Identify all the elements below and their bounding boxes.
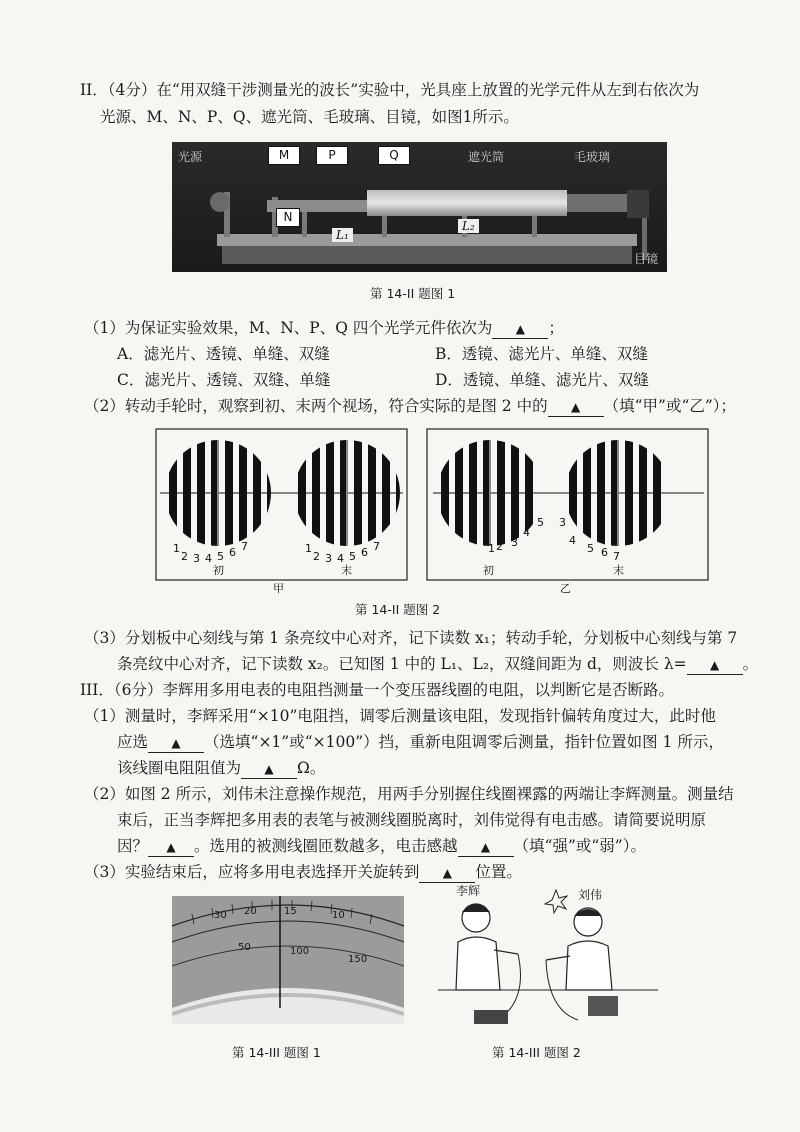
q3-2-line3 xyxy=(117,836,646,857)
fringe-number: 5 xyxy=(349,550,356,563)
q2-2-stem xyxy=(84,396,736,417)
fringe-number: 4 xyxy=(205,552,212,565)
students-drawing xyxy=(438,880,658,1030)
label-light-tube: 遮光筒 xyxy=(468,150,505,164)
q2-3-line2-text: 条亮纹中心对齐，记下读数 x₂。已知图 1 中的 L₁、L₂，双缝间距为 d，则波长 λ= xyxy=(117,655,687,673)
q3-1-line3 xyxy=(117,758,325,779)
answer-mark: ▲ xyxy=(264,762,274,776)
fig-caption-14-III-2: 第 14-III 题图 2 xyxy=(492,1045,581,1060)
fringe-number: 1 xyxy=(488,542,495,555)
part2-intro-line1: II．（4分）在“用双缝干涉测量光的波长”实验中，光具座上放置的光学元件从左到右依次为 xyxy=(80,81,700,99)
option-B: B．透镜、滤光片、单缝、双缝 xyxy=(435,345,648,363)
fringe-figure xyxy=(155,428,710,593)
students-illustration xyxy=(438,880,658,1030)
fringe-number: 5 xyxy=(217,550,224,563)
q2-1-stem-text: （1）为保证实验效果，M、N、P、Q 四个光学元件依次为 xyxy=(84,319,493,337)
tag-Q: Q xyxy=(378,146,410,165)
label-ground-glass: 毛玻璃 xyxy=(574,150,611,164)
q2-3-line2-end: 。 xyxy=(742,655,759,673)
fig-caption-14-III-1: 第 14-III 题图 1 xyxy=(232,1045,321,1060)
sub-label-initial: 初 xyxy=(213,564,224,577)
option-A: A．滤光片、透镜、单缝、双缝 xyxy=(117,345,330,363)
q2-1-stem-end: ； xyxy=(548,319,564,337)
q3-1-line2-end: （选填“×1”或“×100”）挡，重新电阻调零后测量，指针位置如图 1 所示， xyxy=(204,733,724,751)
fringe-number: 3 xyxy=(511,536,518,549)
fringe-number: 2 xyxy=(313,550,320,563)
fringe-number: 6 xyxy=(601,546,608,559)
meter-scale-photo xyxy=(172,896,404,1024)
option-D: D．透镜、单缝、滤光片、双缝 xyxy=(435,371,649,389)
tag-M: M xyxy=(268,146,300,165)
q3-1-line3-end: Ω。 xyxy=(297,759,326,777)
q3-3-text: （3）实验结束后，应将多用电表选择开关旋转到 xyxy=(84,863,420,881)
fringe-number: 3 xyxy=(193,552,200,565)
label-L2: L₂ xyxy=(458,219,479,233)
answer-mark: ▲ xyxy=(480,840,491,854)
fringe-number: 6 xyxy=(229,546,236,559)
part2-intro-line2: 光源、M、N、P、Q、遮光筒、毛玻璃、目镜，如图1所示。 xyxy=(100,108,519,126)
tag-N: N xyxy=(276,208,300,227)
scale-label: 50 xyxy=(238,942,251,953)
q2-3-line1: （3）分划板中心刻线与第 1 条亮纹中心对齐，记下读数 x₁；转动手轮，分划板中心刻线与第 7 xyxy=(84,629,738,647)
q3-2-line3-text: 因？ xyxy=(117,837,149,855)
answer-blank xyxy=(148,838,194,857)
q3-1-line2 xyxy=(117,732,724,753)
option-C: C．滤光片、透镜、双缝、单缝 xyxy=(117,371,331,389)
answer-blank xyxy=(458,838,514,857)
answer-blank xyxy=(687,656,743,675)
panel-label-jia: 甲 xyxy=(273,582,284,593)
fig-caption-14-II-1: 第 14-II 题图 1 xyxy=(370,286,456,301)
fringe-number: 6 xyxy=(361,546,368,559)
fringe-number: 3 xyxy=(325,552,332,565)
answer-blank xyxy=(241,760,297,779)
fringe-number: 1 xyxy=(305,542,312,555)
optical-bench-photo xyxy=(172,142,667,272)
label-L1: L₁ xyxy=(332,228,353,242)
fringe-number: 5 xyxy=(587,542,594,555)
answer-blank xyxy=(548,398,604,417)
q2-1-stem xyxy=(84,318,564,339)
fringe-number: 4 xyxy=(569,534,576,547)
scale-label: 100 xyxy=(290,946,310,957)
fringe-number: 1 xyxy=(173,542,180,555)
fringe-number: 2 xyxy=(496,540,503,553)
q3-3-end: 位置。 xyxy=(475,863,522,881)
label-eyepiece: 目镜 xyxy=(634,252,659,266)
q3-2-line3-mid: 。选用的被测线圈匝数越多，电击感越 xyxy=(194,837,458,855)
fringe-number: 2 xyxy=(181,550,188,563)
q3-2-line2: 束后，正当李辉把多用表的表笔与被测线圈脱离时，刘伟觉得有电击感。请简要说明原 xyxy=(117,811,707,829)
answer-blank xyxy=(148,734,204,753)
q3-1-line2-text: 应选 xyxy=(117,733,149,751)
part3-intro: III．（6分）李辉用多用电表的电阻挡测量一个变压器线圈的电阻，以判断它是否断路。 xyxy=(80,681,674,699)
scale-label: 150 xyxy=(348,954,368,965)
name-li-hui: 李辉 xyxy=(456,884,481,898)
answer-mark: ▲ xyxy=(166,840,176,854)
q3-2-line3-end: （填“强”或“弱”）。 xyxy=(513,837,646,855)
sub-label-final: 末 xyxy=(341,564,352,577)
panel-label-yi: 乙 xyxy=(560,582,571,593)
fringe-number: 5 xyxy=(537,516,544,529)
q2-2-stem-text: （2）转动手轮时，观察到初、末两个视场，符合实际的是图 2 中的 xyxy=(84,397,548,415)
answer-mark: ▲ xyxy=(570,400,581,414)
name-liu-wei: 刘伟 xyxy=(578,888,603,902)
answer-mark: ▲ xyxy=(515,322,525,336)
fig-caption-14-II-2: 第 14-II 题图 2 xyxy=(355,602,441,617)
fringe-number: 7 xyxy=(241,540,248,553)
answer-blank xyxy=(492,320,548,339)
answer-mark: ▲ xyxy=(442,866,452,880)
fringe-number: 7 xyxy=(373,540,380,553)
answer-mark: ▲ xyxy=(171,736,181,750)
tag-P: P xyxy=(316,146,348,165)
fringe-number: 4 xyxy=(523,526,530,539)
fringe-number: 4 xyxy=(337,552,344,565)
q3-1-line3-text: 该线圈电阻阻值为 xyxy=(117,759,242,777)
q2-2-stem-end: （填“甲”或“乙”）； xyxy=(603,397,737,415)
answer-mark: ▲ xyxy=(710,658,720,672)
scale-label: 15 xyxy=(284,906,297,917)
fringe-number: 7 xyxy=(613,550,620,563)
fringe-number: 3 xyxy=(559,516,566,529)
sub-label-final: 末 xyxy=(613,564,624,577)
q3-2-line1: （2）如图 2 所示，刘伟未注意操作规范，用两手分别握住线圈裸露的两端让李辉测量。测量结 xyxy=(84,785,734,803)
scale-label: 10 xyxy=(332,910,345,921)
q2-3-line2 xyxy=(117,654,758,675)
scale-label: 30 xyxy=(214,910,227,921)
scale-label: 20 xyxy=(244,906,257,917)
q3-1-line1: （1）测量时，李辉采用“×10”电阻挡，调零后测量该电阻，发现指针偏转角度过大，此时他 xyxy=(84,707,716,725)
sub-label-initial: 初 xyxy=(483,564,494,577)
label-light-source: 光源 xyxy=(178,150,203,164)
